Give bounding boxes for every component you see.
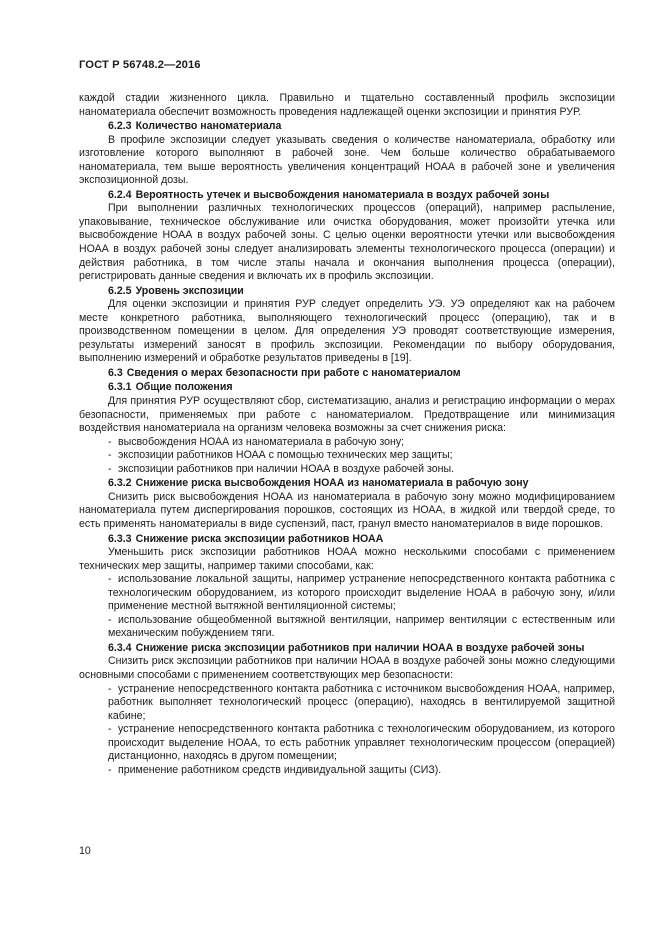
section-heading [79,381,615,395]
list-item [79,436,615,450]
list-dash: - [108,462,112,475]
list-item-text: высвобождения НОАА из наноматериала в рабочую зону; [118,435,405,448]
list-item-text: использование общеобменной вытяжной вентиляции, например вентиляции с естественным или механическим побуждением тяги. [108,613,615,640]
list-item [79,723,615,764]
paragraph: В профиле экспозиции следует указывать сведения о количестве наноматериала, обработку или изготовление которого выполняют в рабочей зоне. Чем больше количество обрабатываемого наноматериала, тем выше вероятность увеличения концентраций НОАА в рабочей зоне и увеличения экспозиционной дозы. [79,133,615,187]
section-number: 6.2.5 [108,284,132,297]
section-number: 6.2.3 [108,120,132,133]
list-item [79,614,615,641]
list-item-text: использование локальной защиты, например устранение непосредственного контакта работника с технологическим оборудованием, из которого происходит выделение НОАА в рабочую зону, и/или применение местной вытяжной вентиляционной системы; [108,573,615,613]
paragraph: Снизить риск экспозиции работников при наличии НОАА в воздухе рабочей зоны можно следующими основными способами с применением соответствующих мер безопасности: [79,655,615,681]
section-number: 6.3.4 [108,641,132,654]
section-heading [79,533,615,547]
section-number: 6.3.1 [108,381,132,394]
list-item [79,764,615,778]
paragraph: При выполнении различных технологических процессов (операций), например распыление, упаковывание, техническое обслуживание или очистка оборудования, может произойти утечка или высвобождение НОАА в воздух рабочей зоны. С целью оценки вероятности утечки или высвобождения НОАА в воздух рабочей зоны следует анализировать элементы технологического процесса (операции) и действия работника, в том числе этапы начала и окончания выполнения процесса (операции), регистрировать данные сведения и включать их в профиль экспозиции. [79,202,615,283]
section-number: 6.2.4 [108,188,132,201]
list-item [79,449,615,463]
section-title: Уровень экспозиции [135,284,244,297]
list-item [79,573,615,614]
list-dash: - [108,449,112,462]
list-dash: - [108,763,112,776]
document-header: ГОСТ Р 56748.2—2016 [79,59,201,71]
page-number: 10 [79,845,91,857]
section-heading [79,367,615,381]
section-title: Снижение риска экспозиции работников НОАА [135,532,384,545]
paragraph: Уменьшить риск экспозиции работников НОАА можно несколькими способами с применением технических мер защиты, например такими способами, как: [79,546,615,572]
paragraph: Для оценки экспозиции и принятия РУР следует определить УЭ. УЭ определяют как на рабочем месте конкретного работника, выполняющего технологический процесс (операцию), так и в производственном помещении в целом. Для определения УЭ проводят соответствующие измерения, результаты измерений заносят в профиль экспозиции. Рекомендации по выбору оборудования, выполнению измерений и обработке результатов приведены в [19]. [79,298,615,365]
list-item-text: устранение непосредственного контакта работника с источником высвобождения НОАА, например, работник выполняет технологический процесс (операцию), находясь в вентилируемой защитной кабине; [108,682,615,722]
paragraph: каждой стадии жизненного цикла. Правильно и тщательно составленный профиль экспозиции наноматериала обеспечит возможность проведения надлежащей оценки экспозиции и принятия РУР. [79,92,615,118]
section-heading [79,477,615,491]
paragraph: Снизить риск высвобождения НОАА из наноматериала в рабочую зону можно модифицированием наноматериала путем диспергирования порошков, состоящих из НОАА, в жидкой или твердой среде, то есть применять наноматериалы в виде суспензий, паст, гранул вместо наноматериалов в виде порошков. [79,490,615,530]
list-item-text: применение работником средств индивидуальной защиты (СИЗ). [118,763,442,776]
section-heading [79,189,615,203]
section-heading [79,120,615,134]
list-dash: - [108,613,112,626]
list-item-text: устранение непосредственного контакта работника с технологическим оборудованием, из которого происходит выделение НОАА, то есть работник управляет технологическим процессом (операцией) дистанционно, находясь в другом помещении; [108,723,615,763]
paragraph: Для принятия РУР осуществляют сбор, систематизацию, анализ и регистрацию информации о мерах безопасности, применяемых при работе с наноматериалом. Предотвращение или минимизация воздействия наноматериала на организм человека возможны за счет снижения риска: [79,395,615,435]
list-item [79,463,615,477]
section-number: 6.3 [108,366,123,379]
list-item-text: экспозиции работников НОАА с помощью технических мер защиты; [118,449,453,462]
section-title: Вероятность утечек и высвобождения наноматериала в воздух рабочей зоны [135,188,550,201]
list-dash: - [108,573,112,586]
section-number: 6.3.2 [108,477,132,490]
list-dash: - [108,682,112,695]
list-item [79,683,615,724]
section-title: Сведения о мерах безопасности при работе с наноматериалом [126,366,461,379]
section-title: Снижение риска высвобождения НОАА из наноматериала в рабочую зону [135,477,529,490]
list-dash: - [108,723,112,736]
list-item-text: экспозиции работников при наличии НОАА в воздухе рабочей зоны. [118,462,455,475]
section-heading [79,642,615,656]
section-heading [79,285,615,299]
section-title: Общие положения [135,381,233,394]
section-title: Снижение риска экспозиции работников при наличии НОАА в воздухе рабочей зоны [135,641,585,654]
section-number: 6.3.3 [108,532,132,545]
list-dash: - [108,435,112,448]
document-body [79,92,615,777]
section-title: Количество наноматериала [135,120,282,133]
